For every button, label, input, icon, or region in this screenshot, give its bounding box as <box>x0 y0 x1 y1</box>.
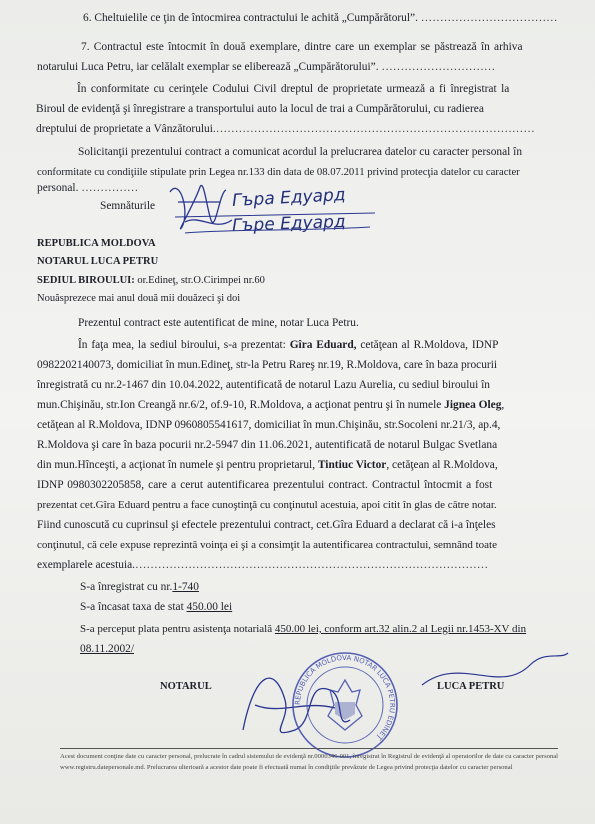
auth-line-1: În faţa mea, la sediul biroului, s-a prezentat: Gîra Eduard, cetăţean al R.Moldova, IDNP <box>78 339 499 351</box>
authentication-date: Nouăsprezece mai anul două mii douăzeci şi doi <box>37 293 241 304</box>
auth-line-2: 0982202140073, domiciliat în mun.Edineţ, str-la Petru Rareş nr.19, R.Moldova, care în baza procurii <box>37 359 498 371</box>
clause-7-line1: 7. Contractul este întocmit în două exemplare, dintre care un exemplar se păstrează în arhiva <box>81 41 523 53</box>
signature-text-2: Гъре Едуард <box>231 212 346 236</box>
signature-underline <box>175 205 375 235</box>
notary-closing-label: NOTARUL <box>160 681 212 692</box>
office-address: SEDIUL BIROULUI: or.Edineţ, str.O.Cirimpei nr.60 <box>37 275 265 286</box>
svg-text:REPUBLICA MOLDOVA NOTAR LUCA P: REPUBLICA MOLDOVA NOTAR LUCA PETRU EDINEŢ <box>293 653 397 742</box>
auth-line-7: din mun.Hînceşti, a acţionat în numele şi pentru proprietarul, Tintiuc Victor, cetăţean al R.Moldova, <box>37 459 498 471</box>
auth-line-6: R.Moldova şi care în baza pocurii nr.2-5947 din 11.06.2021, autentificată de notarul Bulgac Svetlana <box>37 439 498 451</box>
footer-line-2: www.registru.datepersonale.md. Prelucrarea ulterioară a acestor date poate fi efectuată numai în condiţiile prevăzute de Legea privind protecţia datelor cu caracter personal <box>60 764 513 771</box>
civil-code-line2: Biroul de evidenţă şi înregistrare a transportului auto la locul de trai a Cumpărătorului, cu radierea <box>36 103 484 115</box>
auth-line-5: cetăţean al R.Moldova, IDNP 0960805541617, domiciliat în mun.Chişinău, str.Socoleni nr.21/3, ap.4, <box>37 419 501 431</box>
consent-line2: conformitate cu condiţiile stipulate prin Legea nr.133 din data de 08.07.2011 privind protecţia datelor cu caracter <box>37 166 520 178</box>
closing-signature-flourish <box>420 645 570 705</box>
registration-number: S-a înregistrat cu nr.1-740 <box>80 581 199 593</box>
consent-line3: personal. …………… <box>37 182 139 194</box>
footer-line-1: Acest document conţine date cu caracter personal, prelucrate în cadrul sistemului de evidenţă nr.0000346-001, înregistrat în Registrul de evidenţă al operatorilor de date cu caracter personal <box>60 753 558 760</box>
republic-heading: REPUBLICA MOLDOVA <box>37 238 156 249</box>
civil-code-line3: dreptului de proprietate a Vânzătorului.………………………………………………………………………… <box>36 123 535 135</box>
auth-line-12: exemplarele acestuia.………………………………………………………………………………… <box>37 559 489 571</box>
auth-intro: Prezentul contract este autentificat de mine, notar Luca Petru. <box>78 317 359 329</box>
signature-text-1: Гъра Едуард <box>231 185 347 211</box>
consent-line1: Solicitanţii prezentului contract a comunicat acordul la prelucrarea datelor cu caracter personal în <box>78 146 523 158</box>
clause-6: 6. Cheltuielile ce ţin de întocmirea contractului le achită „Cumpărătorul”. ……………………………… <box>83 12 558 24</box>
clause-7-line2: notarului Luca Petru, iar celălalt exemplar se eliberează „Cumpărătorului”. ………………………… <box>37 61 496 73</box>
auth-line-11: conţinutul, că cele expuse reprezintă voinţa ei şi a consimţit la autentificarea contractului, semnând toate <box>37 539 497 551</box>
state-tax: S-a încasat taxa de stat 450.00 lei <box>80 601 233 613</box>
notary-heading: NOTARUL LUCA PETRU <box>37 256 159 267</box>
notary-closing-name: LUCA PETRU <box>437 681 505 692</box>
notary-fee: S-a perceput plata pentru asistenţa notarială 450.00 lei, conform art.32 alin.2 al Legii nr.1453-XV din <box>80 623 527 635</box>
signatures-label: Semnăturile <box>100 200 156 212</box>
notary-fee-date: 08.11.2002/ <box>80 643 134 655</box>
footer-divider <box>60 748 558 749</box>
notary-seal <box>290 650 400 760</box>
civil-code-line1: În conformitate cu cerinţele Codului Civil dreptul de proprietate urmează a fi înregistrat la <box>77 83 510 95</box>
auth-line-4: mun.Chişinău, str.Ion Creangă nr.6/2, of.9-10, R.Moldova, a acţionat pentru şi în numele Jignea Oleg, <box>37 399 505 411</box>
auth-line-8: IDNP 0980302205858, care a cerut autentificarea prezentului contract. Contractul întocmit a fost <box>37 479 493 491</box>
auth-line-3: înregistrată cu nr.2-1467 din 10.04.2022, autentificată de notarul Lazu Aurelia, cu sediul biroului în <box>37 379 490 391</box>
auth-line-10: Fiind cunoscută cu cuprinsul şi efectele prezentului contract, cet.Gîra Eduard a declarat că i-a înţeles <box>37 519 496 531</box>
auth-line-9: prezentat cet.Gîra Eduard pentru a face cunoştinţă cu conţinutul acestuia, apoi citit în glas de către notar. <box>37 499 497 511</box>
